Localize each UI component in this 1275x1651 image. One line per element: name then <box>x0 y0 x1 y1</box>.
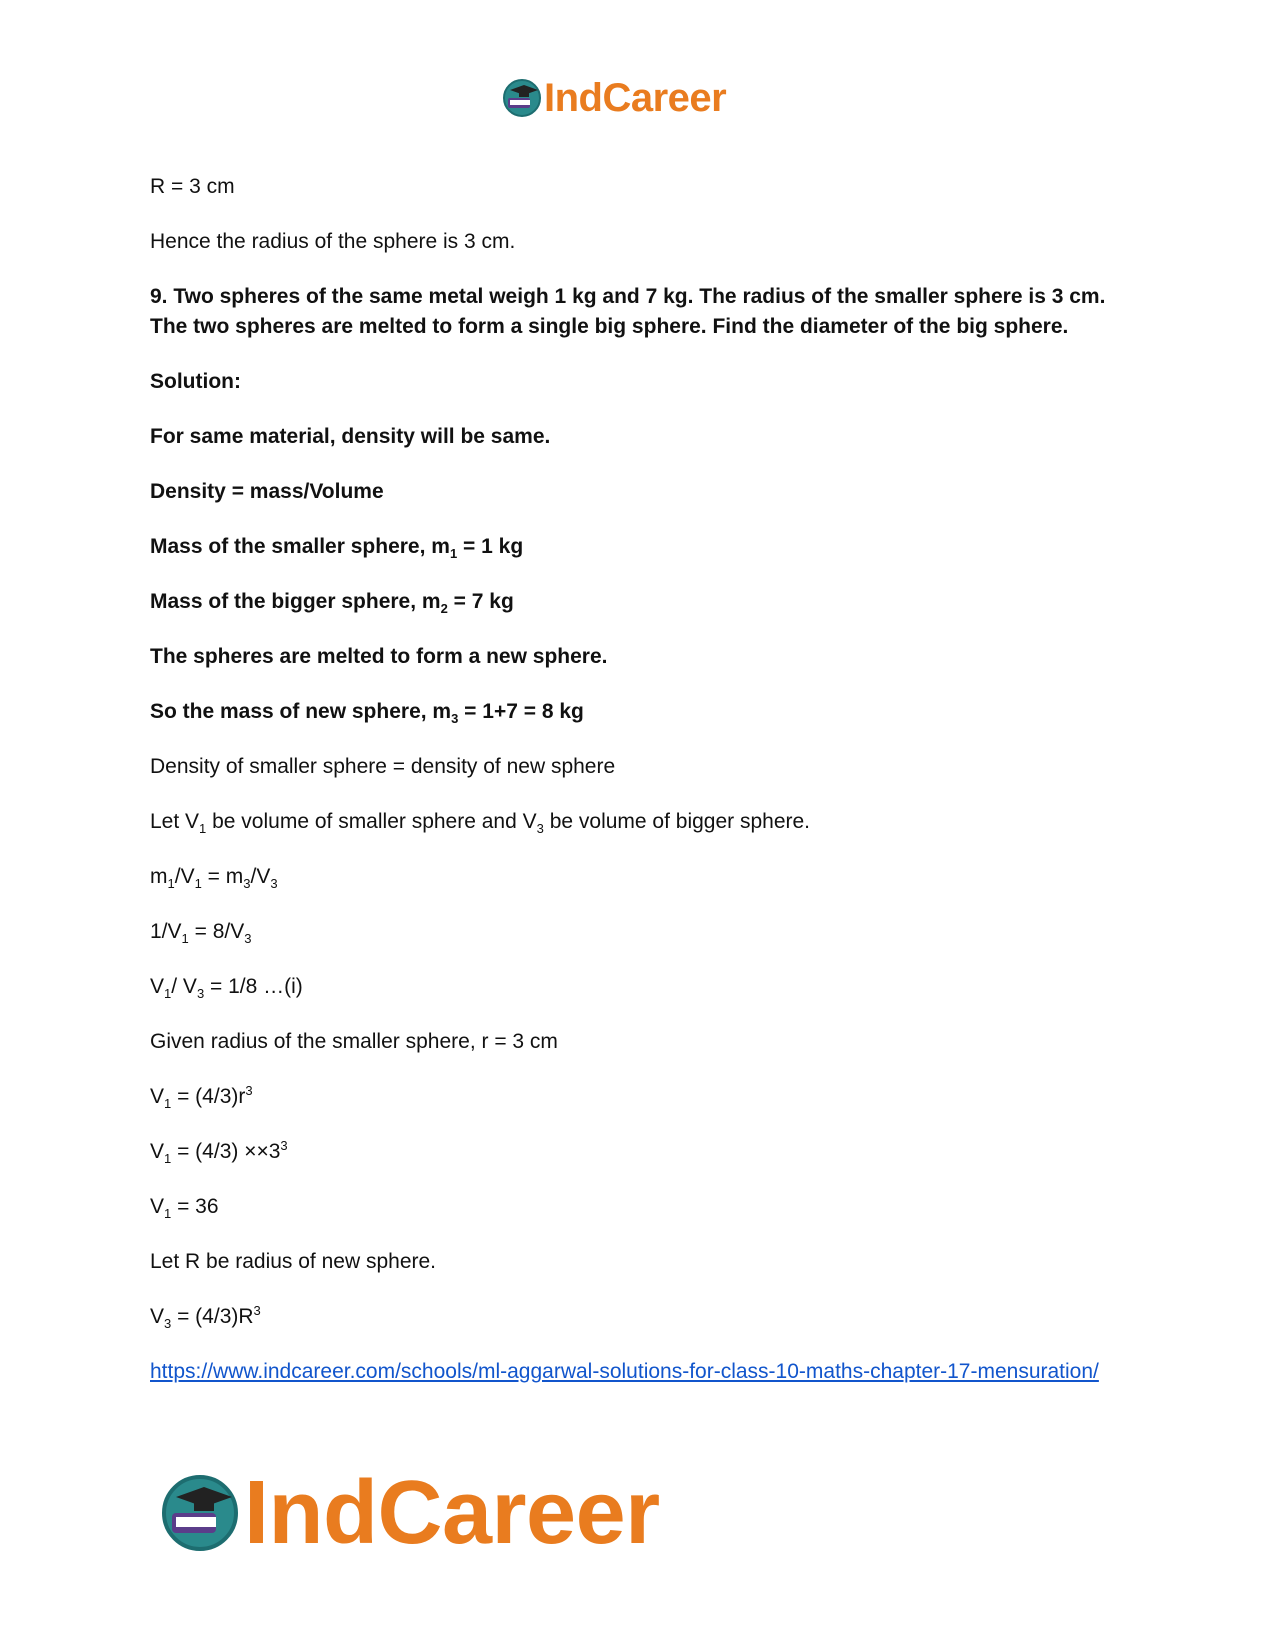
text-line: The spheres are melted to form a new sphere. <box>150 645 608 668</box>
text-line: Let R be radius of new sphere. <box>150 1250 437 1273</box>
text-line: Density of smaller sphere = density of new sphere <box>150 755 616 778</box>
footer-logo <box>160 1463 660 1563</box>
graduation-cap-book-icon <box>160 1473 240 1553</box>
text-line: Mass of the bigger sphere, $m_2 = 7$ kg <box>150 590 514 617</box>
text-line: Let $V_1$ be volume of smaller sphere and $V_3$ be volume of bigger sphere. <box>150 810 811 837</box>
equation: $V_1 = 36$ <box>150 1195 219 1222</box>
source-link[interactable]: https://www.indcareer.com/schools/ml-aggarwal-solutions-for-class-10-maths-chapter-17-mensuration/ <box>150 1360 1099 1383</box>
solution-heading: Solution: <box>150 370 241 393</box>
text-line: Given radius of the smaller sphere, r = 3 cm <box>150 1030 558 1053</box>
equation: $V_1/$ $V_3 = 1/8$ …(i) <box>150 975 303 1002</box>
document-body <box>150 172 1130 1387</box>
graduation-cap-book-icon <box>502 78 542 118</box>
equation: $1/V_1 = 8/V_3$ <box>150 920 252 947</box>
equation: $V_1 = (4/3)r^3$ <box>150 1083 253 1112</box>
footer-logo-text: IndCareer <box>244 1463 660 1563</box>
header-logo-text: IndCareer <box>544 76 727 120</box>
text-line: Mass of the smaller sphere, $m_1 = 1$ kg <box>150 535 524 562</box>
equation: $V_3 = (4/3)R^3$ <box>150 1303 261 1332</box>
text-line: So the mass of new sphere, $m_3 = 1+7 = 8$ kg <box>150 700 584 727</box>
header-logo <box>502 78 726 118</box>
equation: $m_1/V_1 = m_3/V_3$ <box>150 865 278 892</box>
text-line: For same material, density will be same. <box>150 425 551 448</box>
text-line: R = 3 cm <box>150 175 235 198</box>
text-line: Density = mass/Volume <box>150 480 384 503</box>
question-9: 9. Two spheres of the same metal weigh 1 kg and 7 kg. The radius of the smaller sphere is 3 cm. The two spheres are melted to form a single big sphere. Find the diameter of the big sphere. <box>150 285 1106 338</box>
text-line: Hence the radius of the sphere is 3 cm. <box>150 230 516 253</box>
equation: $V_1 = (4/3) \times\times 3^3$ <box>150 1138 288 1167</box>
